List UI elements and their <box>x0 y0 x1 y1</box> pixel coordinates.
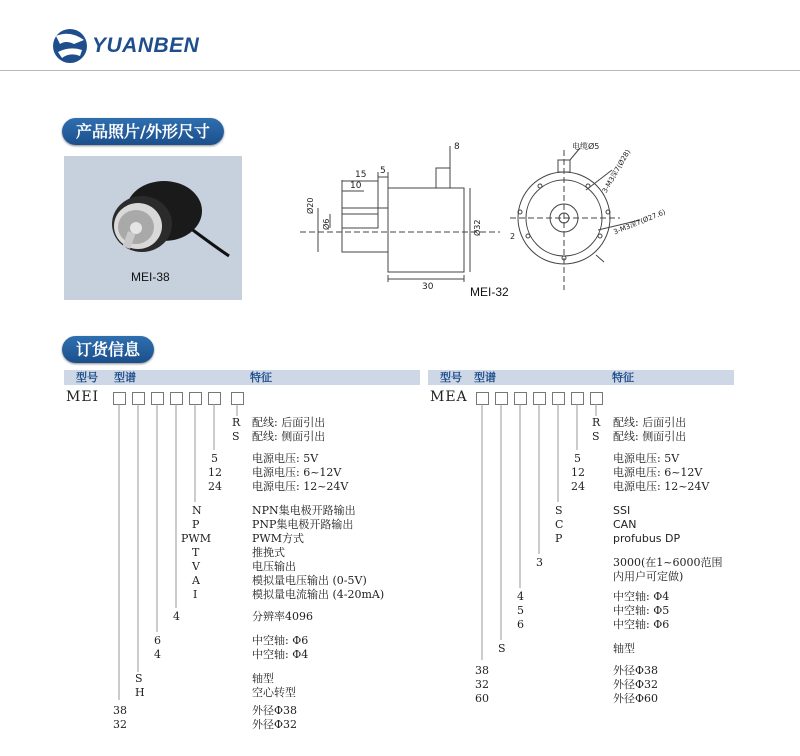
dim-d32: Ø32 <box>473 219 482 236</box>
left-desc: 配线: 后面引出 <box>252 416 326 429</box>
left-code: H <box>135 686 145 699</box>
right-desc: CAN <box>613 518 637 531</box>
right-desc: 中空轴: Φ4 <box>613 590 670 603</box>
code-box <box>552 392 565 405</box>
left-code: 24 <box>208 480 222 493</box>
right-code: R <box>592 416 601 429</box>
right-desc: 中空轴: Φ5 <box>613 604 670 617</box>
code-box <box>533 392 546 405</box>
left-code: 32 <box>113 718 127 731</box>
right-code: 4 <box>517 590 524 603</box>
right-code: S <box>592 430 600 443</box>
code-box <box>113 392 126 405</box>
left-desc: 电源电压: 5V <box>252 452 319 465</box>
right-code: 12 <box>571 466 585 479</box>
left-code: S <box>135 672 143 685</box>
right-desc: 配线: 侧面引出 <box>613 430 687 443</box>
dim-d6: Ø6 <box>322 218 331 230</box>
dim-2: 2 <box>510 232 516 241</box>
header-divider <box>0 70 800 71</box>
left-desc: 模拟量电流输出 (4-20mA) <box>252 588 385 601</box>
left-desc: 中空轴: Φ6 <box>252 634 309 647</box>
left-desc: 推挽式 <box>252 546 285 559</box>
left-code: I <box>193 588 198 601</box>
dim-m3-a: 3-M3深7(Ø28) <box>600 148 633 195</box>
right-code: S <box>555 504 563 517</box>
right-code: 32 <box>475 678 489 691</box>
left-code: 5 <box>211 452 218 465</box>
right-desc: 外径Φ38 <box>613 664 659 677</box>
left-model-code: MEI <box>66 389 100 405</box>
code-box <box>132 392 145 405</box>
left-code: 4 <box>154 648 161 661</box>
brand-name: YUANBEN <box>92 34 200 57</box>
code-box <box>208 392 221 405</box>
left-desc: 配线: 侧面引出 <box>252 430 326 443</box>
right-header-bar <box>428 370 734 385</box>
dim-d20: Ø20 <box>306 197 315 214</box>
code-box <box>189 392 202 405</box>
left-code: 12 <box>208 466 222 479</box>
right-desc: 轴型 <box>613 642 635 655</box>
left-header-model: 型号 <box>76 371 98 384</box>
right-code: 60 <box>475 692 489 705</box>
left-code: N <box>192 504 202 517</box>
left-desc: 外径Φ38 <box>252 704 298 717</box>
right-desc: 外径Φ32 <box>613 678 659 691</box>
right-desc: 电源电压: 6~12V <box>613 466 703 479</box>
left-desc: 空心转型 <box>252 686 296 699</box>
right-desc: 内用户可定做) <box>613 570 684 583</box>
code-box <box>571 392 584 405</box>
left-desc: 电压输出 <box>252 560 296 573</box>
left-desc: NPN集电极开路输出 <box>252 504 356 517</box>
drawing-caption: MEI-32 <box>470 285 509 299</box>
right-header-model: 型号 <box>440 371 462 384</box>
right-desc: 电源电压: 5V <box>613 452 680 465</box>
dim-m3-b: 3-M3深7(Ø27.6) <box>612 208 667 237</box>
right-code: 38 <box>475 664 489 677</box>
dim-8: 8 <box>454 142 460 152</box>
left-desc: PNP集电极开路输出 <box>252 518 354 531</box>
code-box <box>170 392 183 405</box>
left-code: R <box>232 416 241 429</box>
code-box <box>514 392 527 405</box>
right-code: S <box>498 642 506 655</box>
left-code: 4 <box>173 610 180 623</box>
left-code: 38 <box>113 704 127 717</box>
right-desc: profubus DP <box>613 532 681 545</box>
left-code: PWM <box>181 532 211 545</box>
right-desc: 电源电压: 12~24V <box>613 480 710 493</box>
code-box <box>590 392 603 405</box>
left-code: V <box>192 560 200 573</box>
code-box <box>495 392 508 405</box>
left-code: 6 <box>154 634 161 647</box>
dim-cable: 电缆Ø5 <box>572 142 600 151</box>
right-code: 6 <box>517 618 524 631</box>
left-desc: 外径Φ32 <box>252 718 298 731</box>
dim-15: 15 <box>355 170 367 180</box>
left-desc: 电源电压: 12~24V <box>252 480 349 493</box>
photo-caption: MEI-38 <box>131 270 170 284</box>
left-header-feature: 特征 <box>250 371 272 384</box>
right-header-feature: 特征 <box>612 371 634 384</box>
left-code: A <box>192 574 200 587</box>
left-desc: 电源电压: 6~12V <box>252 466 342 479</box>
dim-10: 10 <box>350 181 362 191</box>
code-box <box>231 392 244 405</box>
right-desc: 外径Φ60 <box>613 692 659 705</box>
right-desc: 3000(在1~6000范围 <box>613 556 723 569</box>
right-header-spectrum: 型谱 <box>474 371 496 384</box>
right-code: C <box>555 518 564 531</box>
right-desc: SSI <box>613 504 631 517</box>
section-title-photo: 产品照片/外形尺寸 <box>62 118 224 145</box>
code-box <box>151 392 164 405</box>
left-desc: 模拟量电压输出 (0-5V) <box>252 574 367 587</box>
right-desc: 中空轴: Φ6 <box>613 618 670 631</box>
left-desc: PWM方式 <box>252 532 304 545</box>
left-desc: 中空轴: Φ4 <box>252 648 309 661</box>
dim-30: 30 <box>422 282 434 292</box>
right-code: 5 <box>517 604 524 617</box>
right-model-code: MEA <box>430 389 468 405</box>
right-code: P <box>555 532 563 545</box>
left-desc: 轴型 <box>252 672 274 685</box>
left-code: S <box>232 430 240 443</box>
left-code: T <box>192 546 200 559</box>
right-code: 24 <box>571 480 585 493</box>
left-header-spectrum: 型谱 <box>114 371 136 384</box>
section-title-ordering: 订货信息 <box>62 336 154 363</box>
left-code: P <box>192 518 200 531</box>
code-box <box>476 392 489 405</box>
dim-5: 5 <box>380 166 386 176</box>
left-header-bar <box>64 370 420 385</box>
left-desc: 分辨率4096 <box>252 610 313 623</box>
right-code: 3 <box>536 556 543 569</box>
right-code: 5 <box>574 452 581 465</box>
right-desc: 配线: 后面引出 <box>613 416 687 429</box>
